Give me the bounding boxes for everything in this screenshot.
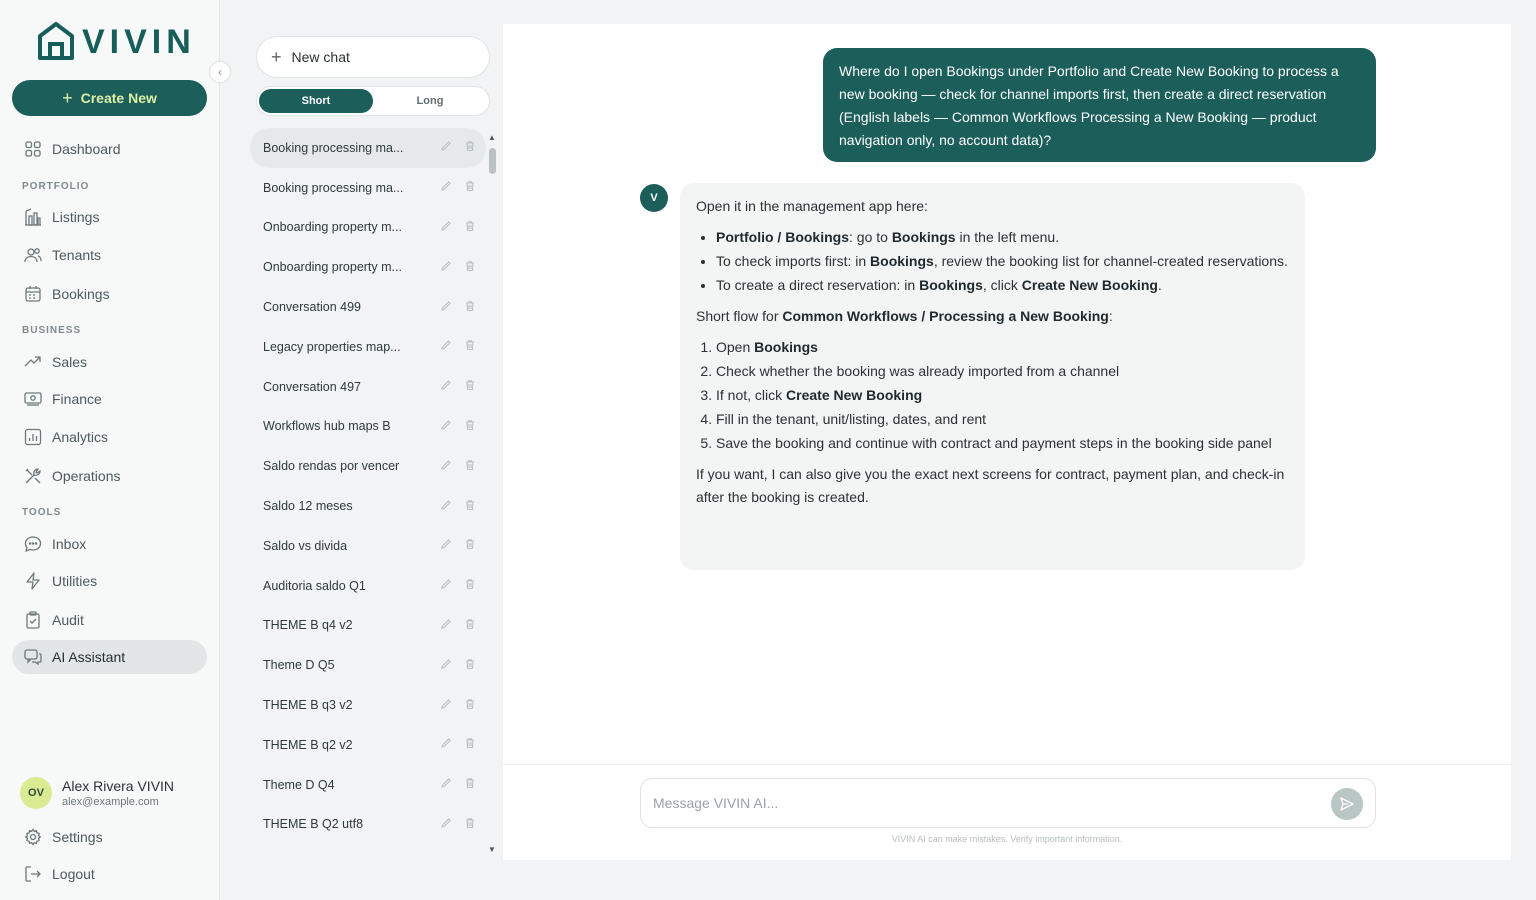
- new-chat-label: New chat: [291, 49, 350, 65]
- list-item: • To check imports first: in Bookings, review the booking list for channel-created reservations.: [716, 250, 1289, 273]
- trash-icon[interactable]: [464, 538, 476, 553]
- conversation-item[interactable]: [250, 208, 486, 248]
- composer-divider: [503, 764, 1511, 765]
- users-icon: [24, 246, 42, 264]
- conversation-actions: [440, 419, 476, 434]
- logo[interactable]: [36, 22, 196, 62]
- sidebar-item-analytics[interactable]: [12, 420, 207, 454]
- scroll-up-arrow-icon[interactable]: ▲: [488, 133, 496, 142]
- create-new-button[interactable]: [12, 80, 207, 116]
- conversation-item[interactable]: [250, 407, 486, 447]
- conversation-item[interactable]: [250, 606, 486, 646]
- create-new-label: Create New: [80, 90, 157, 106]
- send-button[interactable]: [1331, 788, 1363, 820]
- gear-icon: [24, 828, 42, 846]
- conversation-item[interactable]: [250, 287, 486, 327]
- conversation-title: THEME B q4 v2: [263, 618, 353, 633]
- conversation-item[interactable]: [250, 645, 486, 685]
- conversation-actions: [440, 817, 476, 832]
- conversation-title: Saldo 12 meses: [263, 499, 353, 514]
- conversation-title: Saldo vs divida: [263, 538, 348, 553]
- clipboard-check-icon: [24, 611, 42, 629]
- avatar: OV: [20, 777, 52, 809]
- conversation-title: Auditoria saldo Q1: [263, 578, 366, 593]
- conversation-scrollbar[interactable]: [488, 134, 496, 854]
- message-input[interactable]: [653, 795, 1313, 811]
- conversation-title: Theme D Q5: [263, 658, 335, 673]
- sidebar-item-listings[interactable]: [12, 200, 207, 234]
- sidebar-item-ai-assistant[interactable]: [12, 640, 207, 674]
- sidebar-item-label: Audit: [52, 612, 84, 628]
- logo-text: VIVIN: [82, 23, 196, 61]
- sidebar-item-label: Utilities: [52, 573, 98, 589]
- pencil-icon[interactable]: [440, 817, 452, 832]
- pencil-icon[interactable]: [440, 260, 452, 275]
- trash-icon[interactable]: [464, 260, 476, 275]
- settings-button[interactable]: [12, 820, 207, 854]
- bar-chart-icon: [24, 428, 42, 446]
- building-chart-icon: [24, 208, 42, 226]
- conversation-actions: [440, 260, 476, 275]
- conversation-item[interactable]: [250, 526, 486, 566]
- conversation-actions: [440, 339, 476, 354]
- sidebar-item-tenants[interactable]: [12, 238, 207, 272]
- trash-icon[interactable]: [464, 499, 476, 514]
- pencil-icon[interactable]: [440, 419, 452, 434]
- logout-icon: [24, 865, 42, 883]
- logout-button[interactable]: [12, 857, 207, 891]
- ai-message: [680, 183, 1305, 570]
- trash-icon[interactable]: [464, 220, 476, 235]
- sidebar-item-label: AI Assistant: [52, 649, 126, 665]
- list-item: 4. Fill in the tenant, unit/listing, dates, and rent: [716, 408, 1289, 431]
- sidebar-item-utilities[interactable]: [12, 564, 207, 598]
- pencil-icon[interactable]: [440, 180, 452, 195]
- pencil-icon[interactable]: [440, 658, 452, 673]
- trash-icon[interactable]: [464, 379, 476, 394]
- sidebar-item-label: Inbox: [52, 536, 87, 552]
- user-email: alex@example.com: [62, 796, 159, 808]
- conversation-actions: [440, 459, 476, 474]
- pencil-icon[interactable]: [440, 499, 452, 514]
- trash-icon[interactable]: [464, 578, 476, 593]
- sidebar-item-dashboard[interactable]: [12, 132, 207, 166]
- pencil-icon[interactable]: [440, 777, 452, 792]
- conversation-title: Workflows hub maps B: [263, 419, 391, 434]
- conversation-item[interactable]: [250, 765, 486, 805]
- sidebar-item-label: Finance: [52, 391, 102, 407]
- ai-avatar: V: [640, 184, 668, 212]
- trash-icon[interactable]: [464, 300, 476, 315]
- sidebar-item-label: Bookings: [52, 286, 110, 302]
- section-label-business: BUSINESS: [22, 325, 82, 336]
- conversation-actions: [440, 658, 476, 673]
- pencil-icon[interactable]: [440, 737, 452, 752]
- conversation-actions: [440, 538, 476, 553]
- sidebar-item-label: Listings: [52, 209, 100, 225]
- section-label-portfolio: PORTFOLIO: [22, 181, 90, 192]
- tools-icon: [24, 467, 42, 485]
- conversation-title: Saldo rendas por vencer: [263, 459, 400, 474]
- trash-icon[interactable]: [464, 140, 476, 155]
- conversation-title: Theme D Q4: [263, 777, 335, 792]
- trash-icon[interactable]: [464, 777, 476, 792]
- conversation-item[interactable]: [250, 566, 486, 606]
- conversation-actions: [440, 499, 476, 514]
- conversation-actions: [440, 578, 476, 593]
- user-message: Where do I open Bookings under Portfolio and Create New Booking to process a new booking — check for channel imports first, then create a direct reservation (English labels — Common Workflows Processing a New Booking — product navigation only, no account data)?: [823, 48, 1376, 162]
- conversation-actions: [440, 140, 476, 155]
- lightning-icon: [24, 572, 42, 590]
- length-toggle: [256, 86, 490, 116]
- conversation-item[interactable]: [250, 327, 486, 367]
- pencil-icon[interactable]: [440, 300, 452, 315]
- plus-icon: +: [62, 87, 73, 108]
- conversation-title: Booking processing ma...: [263, 180, 404, 195]
- sidebar-item-label: Sales: [52, 354, 88, 370]
- toggle-long[interactable]: Long: [416, 95, 444, 107]
- trash-icon[interactable]: [464, 459, 476, 474]
- conversation-item[interactable]: [250, 685, 486, 725]
- new-chat-button[interactable]: [256, 36, 490, 78]
- sidebar-item-audit[interactable]: [12, 603, 207, 637]
- pencil-icon[interactable]: [440, 578, 452, 593]
- conversation-list: [250, 128, 486, 860]
- trash-icon[interactable]: [464, 737, 476, 752]
- list-item: 5. Save the booking and continue with contract and payment steps in the booking side panel: [716, 432, 1289, 455]
- conversation-item[interactable]: [250, 168, 486, 208]
- chevron-left-icon: ‹: [218, 65, 222, 79]
- conversation-actions: [440, 220, 476, 235]
- list-item: 1. Open Bookings: [716, 336, 1289, 359]
- trending-up-icon: [24, 353, 42, 371]
- pencil-icon[interactable]: [440, 618, 452, 633]
- section-label-tools: TOOLS: [22, 507, 62, 518]
- home-logo-icon: [36, 22, 76, 62]
- disclaimer: VIVIN AI can make mistakes. Verify important information.: [891, 834, 1123, 844]
- conversation-panel: [244, 24, 502, 860]
- pencil-icon[interactable]: [440, 339, 452, 354]
- sidebar-item-label: Dashboard: [52, 141, 121, 157]
- sidebar-item-operations[interactable]: [12, 459, 207, 493]
- conversation-actions: [440, 737, 476, 752]
- banknote-icon: [24, 390, 42, 408]
- trash-icon[interactable]: [464, 817, 476, 832]
- list-item: 2. Check whether the booking was already imported from a channel: [716, 360, 1289, 383]
- ai-steps-list: [696, 336, 1289, 455]
- pencil-icon[interactable]: [440, 538, 452, 553]
- conversation-item[interactable]: [250, 128, 486, 168]
- trash-icon[interactable]: [464, 419, 476, 434]
- logout-label: Logout: [52, 866, 95, 882]
- scroll-down-arrow-icon[interactable]: ▼: [488, 845, 496, 854]
- user-name: Alex Rivera VIVIN: [62, 778, 175, 794]
- trash-icon[interactable]: [464, 180, 476, 195]
- sidebar-item-inbox[interactable]: [12, 527, 207, 561]
- sidebar-item-label: Operations: [52, 468, 121, 484]
- trash-icon[interactable]: [464, 698, 476, 713]
- conversation-item[interactable]: [250, 446, 486, 486]
- ai-outro: If you want, I can also give you the exact next screens for contract, payment plan, and check-in after the booking is created.: [696, 466, 1285, 505]
- conversation-actions: [440, 300, 476, 315]
- pencil-icon[interactable]: [440, 379, 452, 394]
- user-info: [62, 778, 174, 808]
- conversation-actions: [440, 379, 476, 394]
- conversation-item[interactable]: [250, 367, 486, 407]
- list-item: • To create a direct reservation: in Bookings, click Create New Booking.: [716, 274, 1289, 297]
- scroll-thumb[interactable]: [489, 148, 496, 174]
- ai-bullet-list: [696, 226, 1289, 297]
- chat-bubble-icon: [24, 535, 42, 553]
- sidebar-item-bookings[interactable]: [12, 277, 207, 311]
- conversation-item[interactable]: [250, 805, 486, 845]
- send-icon: [1340, 797, 1354, 811]
- pencil-icon[interactable]: [440, 459, 452, 474]
- messages-icon: [24, 648, 42, 666]
- chat-main: [503, 24, 1511, 860]
- ai-flow-heading: Short flow for Common Workflows / Processing a New Booking:: [696, 308, 1113, 324]
- calendar-icon: [24, 285, 42, 303]
- conversation-title: THEME B Q2 utf8: [263, 817, 364, 832]
- settings-label: Settings: [52, 829, 103, 845]
- plus-icon: +: [271, 46, 282, 67]
- sidebar-item-label: Analytics: [52, 429, 109, 445]
- sidebar-item-label: Tenants: [52, 247, 102, 263]
- trash-icon[interactable]: [464, 339, 476, 354]
- list-item: 3. If not, click Create New Booking: [716, 384, 1289, 407]
- conversation-title: Onboarding property m...: [263, 260, 402, 275]
- left-navigation: [0, 0, 220, 900]
- conversation-item[interactable]: [250, 486, 486, 526]
- collapse-sidebar-button[interactable]: [209, 61, 231, 83]
- conversation-actions: [440, 698, 476, 713]
- user-profile[interactable]: [20, 777, 174, 809]
- conversation-item[interactable]: [250, 725, 486, 765]
- conversation-title: Conversation 499: [263, 300, 361, 315]
- conversation-title: Booking processing ma...: [263, 140, 404, 155]
- toggle-short[interactable]: Short: [259, 89, 373, 113]
- conversation-title: Legacy properties map...: [263, 339, 401, 354]
- sidebar-item-sales[interactable]: [12, 345, 207, 379]
- conversation-actions: [440, 618, 476, 633]
- message-composer: [640, 778, 1376, 828]
- conversation-title: THEME B q2 v2: [263, 737, 353, 752]
- conversation-item[interactable]: [250, 247, 486, 287]
- pencil-icon[interactable]: [440, 698, 452, 713]
- list-item: • Portfolio / Bookings: go to Bookings in the left menu.: [716, 226, 1289, 249]
- pencil-icon[interactable]: [440, 220, 452, 235]
- conversation-actions: [440, 180, 476, 195]
- ai-intro: Open it in the management app here:: [696, 198, 928, 214]
- sidebar-item-finance[interactable]: [12, 382, 207, 416]
- conversation-title: THEME B q3 v2: [263, 698, 353, 713]
- conversation-actions: [440, 777, 476, 792]
- conversation-title: Conversation 497: [263, 379, 361, 394]
- pencil-icon[interactable]: [440, 140, 452, 155]
- conversation-title: Onboarding property m...: [263, 220, 402, 235]
- grid-icon: [24, 140, 42, 158]
- trash-icon[interactable]: [464, 618, 476, 633]
- trash-icon[interactable]: [464, 658, 476, 673]
